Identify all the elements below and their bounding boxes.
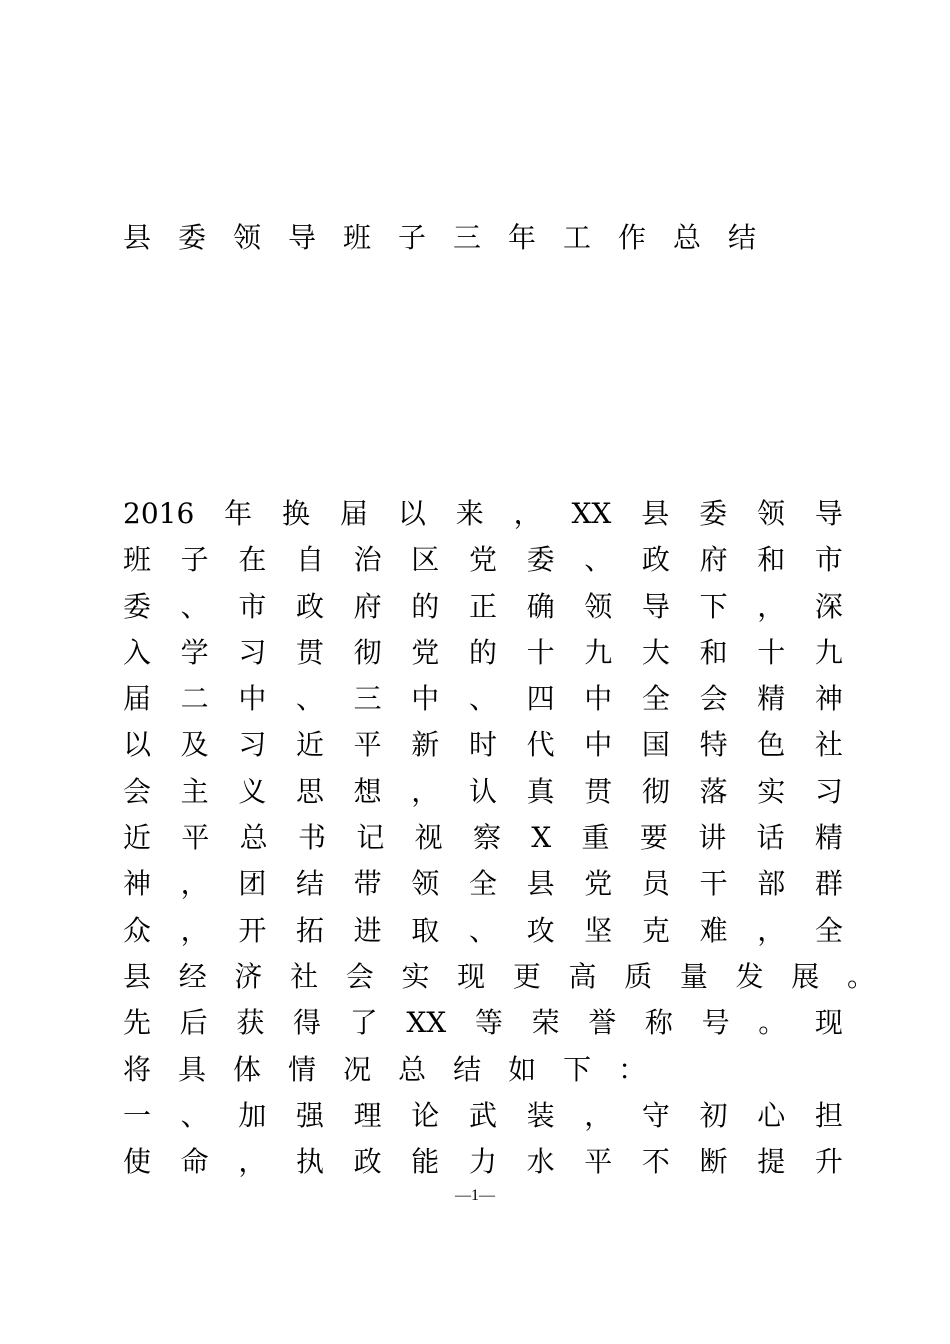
body-text: 发	[735, 959, 764, 993]
body-text: 现	[814, 1006, 843, 1040]
body-text: 命	[180, 1145, 209, 1179]
body-text: 精	[814, 821, 843, 855]
body-text: 得	[293, 1006, 322, 1040]
body-text: 近	[295, 728, 324, 762]
body-text: 结	[295, 867, 324, 901]
body-text: 论	[411, 1098, 440, 1132]
body-text: 初	[699, 1098, 728, 1132]
body-line	[123, 633, 843, 679]
body-text: 近	[123, 821, 152, 855]
body-text: 深	[814, 589, 843, 623]
body-text: 四	[526, 682, 555, 716]
document-title: 县委领导班子三年工作总结	[123, 221, 784, 254]
body-text: 年	[224, 497, 253, 530]
body-text: 政	[295, 589, 324, 623]
body-text: 理	[353, 1098, 382, 1132]
body-text: 届	[123, 682, 152, 716]
body-text: 况	[343, 1052, 372, 1086]
body-text: 神	[814, 682, 843, 716]
body-text: 色	[757, 728, 786, 762]
body-text: 担	[814, 1098, 843, 1132]
body-text: 大	[641, 635, 670, 669]
body-text: 能	[411, 1145, 440, 1179]
body-text: 县	[526, 867, 555, 901]
body-line	[123, 957, 875, 1003]
body-text: 时	[468, 728, 497, 762]
body-text: 义	[238, 774, 267, 808]
body-text: 府	[353, 589, 382, 623]
body-text: 察	[472, 821, 501, 855]
body-text: 提	[757, 1145, 786, 1179]
body-text: 执	[295, 1145, 324, 1179]
body-text: ，	[584, 1098, 613, 1132]
body-text: 及	[180, 728, 209, 762]
body-text: ，	[411, 774, 440, 808]
body-text: 和	[699, 635, 728, 669]
body-text: 等	[474, 1006, 503, 1040]
body-text: 委	[526, 543, 555, 577]
body-text: 府	[699, 543, 728, 577]
body-text: 装	[526, 1098, 555, 1132]
body-text: ，	[238, 1145, 267, 1179]
body-text: 、	[468, 913, 497, 947]
body-text: 二	[180, 682, 209, 716]
body-text: 荣	[531, 1006, 560, 1040]
body-text: 在	[238, 543, 267, 577]
body-text: 攻	[526, 913, 555, 947]
body-text: 后	[179, 1006, 208, 1040]
body-text: XX	[571, 497, 612, 530]
body-text: 下	[699, 589, 728, 623]
body-text: 情	[288, 1052, 317, 1086]
body-line	[123, 911, 843, 957]
body-text: 体	[233, 1052, 262, 1086]
body-text: 团	[238, 867, 267, 901]
body-text: ，	[757, 913, 786, 947]
page-number: —1—	[455, 1187, 495, 1204]
body-text: 县	[641, 497, 670, 530]
body-text: ，	[513, 497, 542, 530]
body-text: 进	[353, 913, 382, 947]
body-text: 班	[123, 543, 152, 577]
body-text: 将	[123, 1052, 152, 1086]
body-text: 一	[123, 1098, 152, 1132]
body-text: 的	[468, 635, 497, 669]
body-text: 总	[239, 821, 268, 855]
body-text: 贯	[584, 774, 613, 808]
body-text: 届	[339, 497, 368, 530]
body-text: 特	[699, 728, 728, 762]
body-text: 区	[411, 543, 440, 577]
body-text: 落	[699, 774, 728, 808]
body-line	[123, 1142, 843, 1188]
body-text: 换	[282, 497, 311, 530]
body-text: 党	[468, 543, 497, 577]
body-text: 干	[699, 867, 728, 901]
body-line	[123, 772, 843, 818]
body-text: 市	[238, 589, 267, 623]
body-text: 新	[411, 728, 440, 762]
body-text: 克	[641, 913, 670, 947]
body-text: 群	[814, 867, 843, 901]
body-text: 市	[814, 543, 843, 577]
body-text: 县	[123, 959, 152, 993]
body-text: 认	[468, 774, 497, 808]
body-text: 实	[401, 959, 430, 993]
body-text: 重	[581, 821, 610, 855]
body-text: 社	[290, 959, 319, 993]
body-text: 经	[178, 959, 207, 993]
body-line	[123, 818, 843, 864]
body-text: 使	[123, 1145, 152, 1179]
body-text: 领	[584, 589, 613, 623]
body-text: ，	[180, 867, 209, 901]
body-text: 平	[181, 821, 210, 855]
body-text: 全	[814, 913, 843, 947]
body-text: 部	[757, 867, 786, 901]
body-text: 坚	[584, 913, 613, 947]
body-text: 自	[295, 543, 324, 577]
body-text: 国	[641, 728, 670, 762]
body-text: 习	[814, 774, 843, 808]
body-text: 社	[814, 728, 843, 762]
body-text: 断	[699, 1145, 728, 1179]
body-text: 武	[468, 1098, 497, 1132]
body-text: 、	[584, 543, 613, 577]
body-text: 想	[353, 774, 382, 808]
body-text: 强	[295, 1098, 324, 1132]
body-text: 如	[508, 1052, 537, 1086]
body-text: 量	[679, 959, 708, 993]
body-line	[123, 1003, 843, 1049]
body-text: 的	[411, 589, 440, 623]
body-text: 彻	[353, 635, 382, 669]
body-line	[123, 679, 843, 725]
body-text: 不	[641, 1145, 670, 1179]
body-text: 加	[238, 1098, 267, 1132]
body-text: 质	[624, 959, 653, 993]
body-text: 以	[397, 497, 426, 530]
body-text: 真	[526, 774, 555, 808]
body-text: 十	[757, 635, 786, 669]
body-text: 确	[526, 589, 555, 623]
body-text: 会	[345, 959, 374, 993]
body-text: 称	[644, 1006, 673, 1040]
body-text: 2016	[123, 497, 195, 530]
body-text: 委	[123, 589, 152, 623]
body-text: 导	[641, 589, 670, 623]
body-text: 拓	[295, 913, 324, 947]
body-text: 结	[453, 1052, 482, 1086]
body-text: 导	[814, 497, 843, 530]
body-text: 九	[584, 635, 613, 669]
body-text: 代	[526, 728, 555, 762]
body-text: 。	[846, 959, 875, 993]
body-text: 委	[699, 497, 728, 530]
body-text: 全	[468, 867, 497, 901]
body-text: 、	[180, 589, 209, 623]
body-text: 开	[238, 913, 267, 947]
body-text: 讲	[698, 821, 727, 855]
body-text: 誉	[588, 1006, 617, 1040]
body-text: 全	[641, 682, 670, 716]
body-line	[123, 494, 843, 540]
body-text: 领	[757, 497, 786, 530]
body-line	[123, 864, 843, 910]
body-text: 中	[238, 682, 267, 716]
body-text: 先	[123, 1006, 152, 1040]
body-text: 难	[699, 913, 728, 947]
body-text: 十	[526, 635, 555, 669]
body-text: 力	[468, 1145, 497, 1179]
body-text: 三	[353, 682, 382, 716]
body-text: 入	[123, 635, 152, 669]
body-text: 平	[353, 728, 382, 762]
body-text: 众	[123, 913, 152, 947]
body-text: 、	[180, 1098, 209, 1132]
body-text: 彻	[641, 774, 670, 808]
body-text: 中	[411, 682, 440, 716]
body-text: 会	[123, 774, 152, 808]
body-text: ：	[618, 1052, 647, 1086]
body-text: 高	[568, 959, 597, 993]
body-text: ，	[757, 589, 786, 623]
body-text: 现	[457, 959, 486, 993]
body-text: 正	[468, 589, 497, 623]
body-line	[123, 1050, 843, 1096]
body-text: 贯	[295, 635, 324, 669]
body-text: 取	[411, 913, 440, 947]
body-text: 总	[398, 1052, 427, 1086]
body-text: 具	[178, 1052, 207, 1086]
body-line	[123, 540, 843, 586]
body-text: 。	[758, 1006, 787, 1040]
body-text: 来	[455, 497, 484, 530]
body-text: 领	[411, 867, 440, 901]
body-text: 号	[701, 1006, 730, 1040]
body-text: 下	[563, 1052, 592, 1086]
body-text: 党	[584, 867, 613, 901]
body-line	[123, 1096, 843, 1142]
body-text: 济	[234, 959, 263, 993]
body-line	[123, 587, 843, 633]
body-text: 书	[297, 821, 326, 855]
body-text: 平	[584, 1145, 613, 1179]
body-text: 升	[814, 1145, 843, 1179]
body-text: 政	[641, 543, 670, 577]
body-text: 话	[756, 821, 785, 855]
body-text: 神	[123, 867, 152, 901]
body-text: 心	[757, 1098, 786, 1132]
body-text: 获	[236, 1006, 265, 1040]
body-text: 中	[584, 728, 613, 762]
body-text: 学	[180, 635, 209, 669]
body-text: X	[531, 821, 552, 855]
body-text: 会	[699, 682, 728, 716]
body-text: 、	[295, 682, 324, 716]
body-text: 九	[814, 635, 843, 669]
body-text: 以	[123, 728, 152, 762]
body-text: 了	[349, 1006, 378, 1040]
body-text: 员	[641, 867, 670, 901]
body-text: 展	[791, 959, 820, 993]
body-text: 习	[238, 728, 267, 762]
body-text: XX	[406, 1006, 447, 1040]
body-text: 和	[757, 543, 786, 577]
body-text: 主	[180, 774, 209, 808]
document-body	[123, 494, 875, 1188]
body-line	[123, 725, 843, 771]
body-text: 视	[414, 821, 443, 855]
body-text: 更	[512, 959, 541, 993]
body-text: 政	[353, 1145, 382, 1179]
body-text: 子	[180, 543, 209, 577]
body-text: 、	[468, 682, 497, 716]
body-text: 精	[757, 682, 786, 716]
body-text: 水	[526, 1145, 555, 1179]
body-text: ，	[180, 913, 209, 947]
body-text: 治	[353, 543, 382, 577]
body-text: 守	[641, 1098, 670, 1132]
body-text: 带	[353, 867, 382, 901]
body-text: 思	[295, 774, 324, 808]
body-text: 要	[639, 821, 668, 855]
body-text: 实	[757, 774, 786, 808]
body-text: 党	[411, 635, 440, 669]
body-text: 习	[238, 635, 267, 669]
body-text: 中	[584, 682, 613, 716]
body-text: 记	[356, 821, 385, 855]
